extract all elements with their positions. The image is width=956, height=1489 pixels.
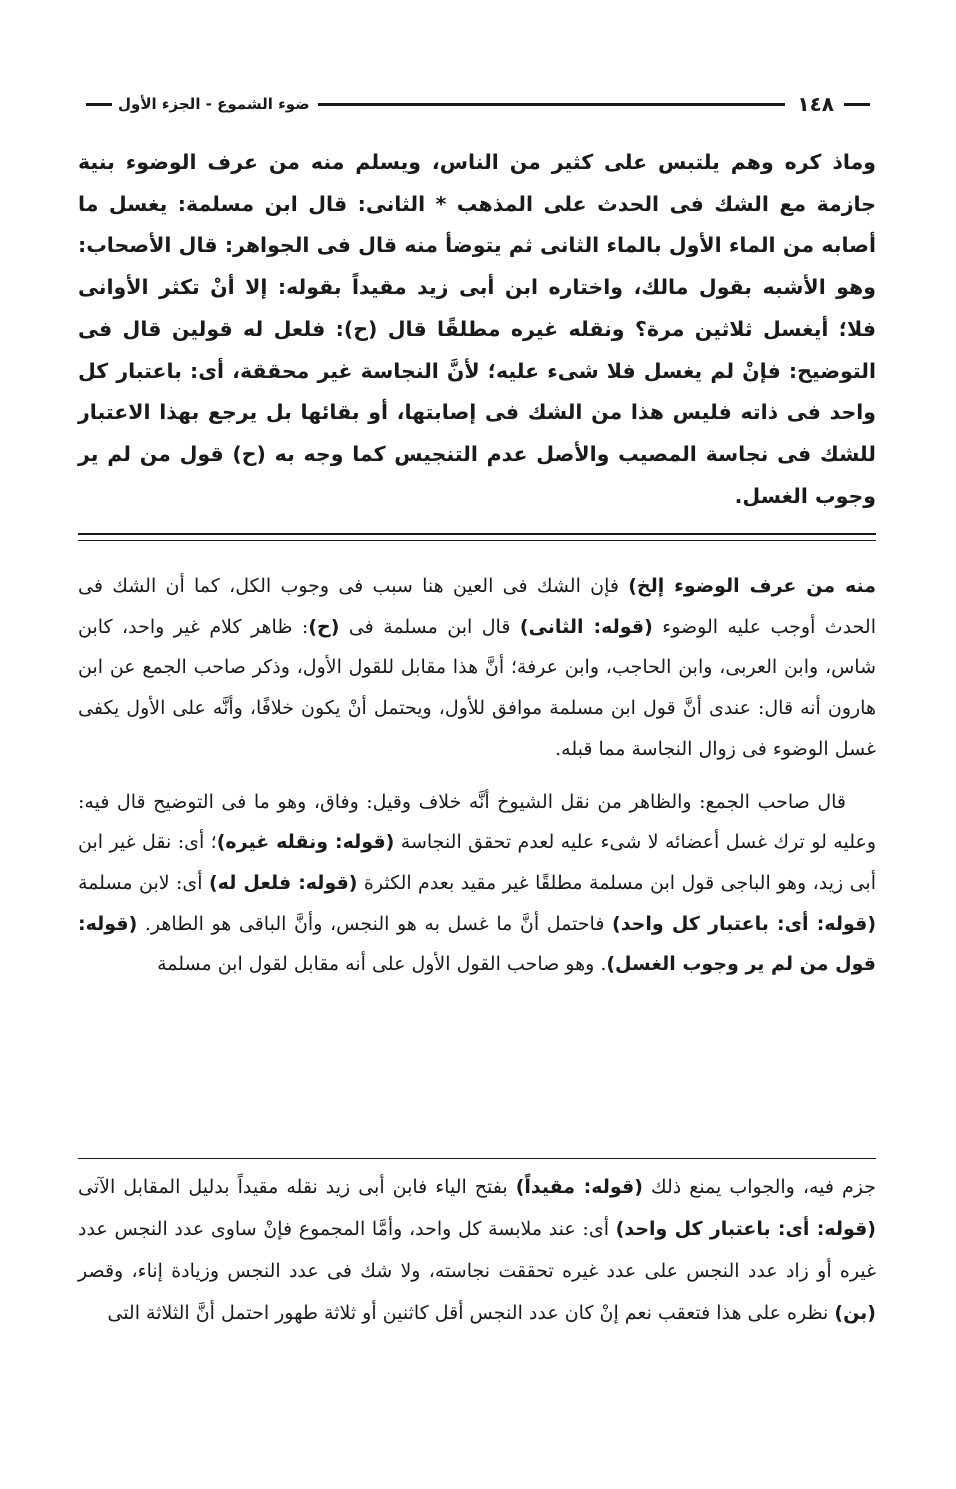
footnote-text: بفتح الياء فابن أبى زيد نقله مقيداً بدليل المقابل الآتى bbox=[78, 1176, 516, 1198]
footnote-term: (قوله: أى: باعتبار كل واحد) bbox=[615, 1218, 876, 1240]
commentary-text: أى: لابن مسلمة bbox=[78, 871, 209, 894]
commentary-paragraph-2 bbox=[78, 782, 876, 986]
commentary-term: (قوله: الثانى) bbox=[519, 615, 653, 638]
commentary-text: فإن الشك فى العين هنا سبب فى وجوب الكل، كما أن الشك فى الحدث أوجب عليه الوضوء bbox=[78, 575, 876, 638]
footnote-text: نظره على هذا فتعقب نعم إنْ كان عدد النجس أقل كاثنين أو ثلاثة طهور احتمل أنَّ الثلاثة التى bbox=[107, 1302, 835, 1324]
header-rule bbox=[318, 103, 786, 106]
commentary-text: : ظاهر كلام غير واحد، كابن شاس، وابن العربى، وابن الحاجب، وابن عرفة؛ أنَّ هذا مقابل للقول الأول، وذكر صاحب الجمع عن ابن هارون أنه قال: عندى أنَّ قول ابن مسلمة موافق للأول، ويحتمل أنْ يكون خلافًا، وأنَّه على الأول يكفى غسل الوضوء فى زوال النجاسة مما قبله. bbox=[78, 615, 876, 760]
commentary-term: (قوله: فلعل له) bbox=[208, 871, 358, 894]
commentary-text: ؛ أى: نقل غير ابن أبى زيد، وهو الباجى قول ابن مسلمة مطلقًا غير مقيد بعدم الكثرة bbox=[78, 831, 876, 894]
footnote-text: أى: عند ملابسة كل واحد، وأمَّا المجموع فإنْ ساوى عدد النجس عدد غيره أو زاد عدد النجس على عدد غيره تحققت نجاسته، ولا شك فى عدد النجس وزيادة إناء، وقصر bbox=[78, 1218, 876, 1282]
footnote-text: جزم فيه، والجواب يمنع ذلك bbox=[642, 1176, 876, 1198]
commentary-term: (قوله: أى: باعتبار كل واحد) bbox=[612, 912, 876, 935]
commentary-text: فاحتمل أنَّ ما غسل به هو النجس، وأنَّ الباقى هو الطاهر. bbox=[137, 912, 613, 935]
main-paragraph: وماذ كره وهم يلتبس على كثير من الناس، ويسلم منه من عرف الوضوء بنية جازمة مع الشك فى الحدث على المذهب * الثانى: قال ابن مسلمة: يغسل ما أصابه من الماء الأول بالماء الثانى ثم يتوضأ منه قال فى الجواهر: قال الأصحاب: وهو الأشبه بقول مالك، واختاره ابن أبى زيد مقيداً بقوله: إلا أنْ تكثر الأوانى فلا؛ أيغسل ثلاثين مرة؟ ونقله غيره مطلقًا قال (ح): فلعل له قولين قال فى التوضيح: فإنْ لم يغسل فلا شىء عليه؛ لأنَّ النجاسة غير محققة، أى: باعتبار كل واحد فى ذاته فليس هذا من الشك فى إصابتها، أو بقائها بل يرجع بهذا الاعتبار للشك فى نجاسة المصيب والأصل عدم التنجيس كما وجه به (ح) قول من لم ير وجوب الغسل. bbox=[78, 150, 876, 508]
commentary-term: (قوله: ونقله غيره) bbox=[216, 831, 395, 854]
footnote-term: (قوله: مقيداً) bbox=[515, 1176, 643, 1198]
footnote bbox=[78, 1166, 876, 1334]
commentary-text: قال ابن مسلمة فى bbox=[339, 615, 520, 638]
commentary-text: . وهو صاحب القول الأول على أنه مقابل لقول ابن مسلمة bbox=[157, 953, 607, 976]
commentary-term: (ح) bbox=[308, 615, 340, 638]
header-dash-right bbox=[844, 103, 870, 106]
commentary-term: (قوله: قول من لم ير وجوب الغسل) bbox=[78, 912, 876, 976]
footnote-term: (بن) bbox=[834, 1302, 876, 1324]
commentary-text: قال صاحب الجمع: والظاهر من نقل الشيوخ أنَّه خلاف وقيل: وفاق، وهو ما فى التوضيح قال فيه: وعليه لو ترك غسل أعضائه لا شىء عليه لعدم تحقق النجاسة bbox=[78, 790, 876, 854]
footnote-paragraph bbox=[78, 1166, 876, 1334]
book-title: ضوء الشموع - الجزء الأول bbox=[118, 95, 310, 113]
commentary bbox=[78, 566, 876, 985]
commentary-paragraph-1 bbox=[78, 566, 876, 770]
footnote-divider bbox=[78, 1158, 876, 1159]
running-header bbox=[80, 92, 876, 116]
page-number: ١٤٨ bbox=[797, 92, 834, 116]
header-dash-left bbox=[86, 103, 112, 106]
section-divider-double bbox=[78, 533, 876, 541]
main-text bbox=[78, 142, 876, 517]
commentary-term: منه من عرف الوضوء إلخ) bbox=[628, 575, 876, 597]
